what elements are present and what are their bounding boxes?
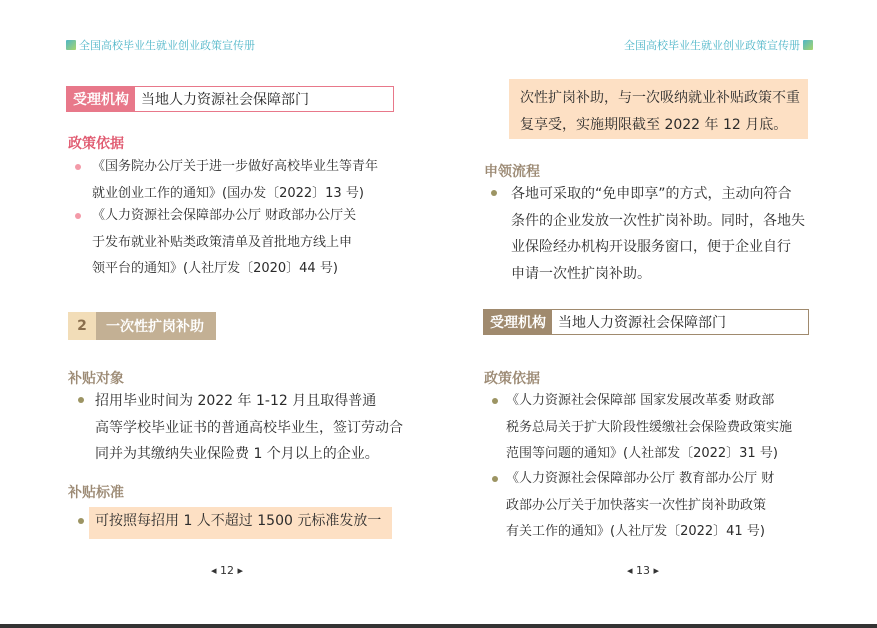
bullet-icon: [78, 518, 84, 524]
bullet-icon: [492, 398, 498, 404]
process-text: 各地可采取的“免申即享”的方式，主动向符合 条件的企业发放一次性扩岗补助。同时，各地失 业保险经办机构开设服务窗口，便于企业自行 申请一次性扩岗补助。: [511, 186, 805, 282]
bullet-icon: [75, 213, 81, 219]
right-header-title: 全国高校毕业生就业创业政策宣传册: [624, 39, 800, 52]
bullet-icon: [75, 164, 81, 170]
section-title: 一次性扩岗补助: [96, 312, 216, 340]
header-logo-icon: [66, 40, 76, 50]
standard-heading: 补贴标准: [68, 485, 124, 501]
right-policy-1: 《人力资源社会保障部 国家发展改革委 财政部 税务总局关于扩大阶段性缓缴社会保险费政策实施 范围等问题的通知》(人社部发〔2022〕31 号): [506, 393, 793, 461]
right-header: [624, 37, 813, 53]
bullet-icon: [491, 190, 497, 196]
left-policy-2: 《人力资源社会保障部办公厅 财政部办公厅关 于发布就业补贴类政策清单及首批地方线上申 领平台的通知》(人社厅发〔2020〕44 号): [92, 208, 357, 276]
right-policy-heading: 政策依据: [484, 371, 540, 387]
left-policy-1: 《国务院办公厅关于进一步做好高校毕业生等青年 就业创业工作的通知》(国办发〔2022〕13 号): [92, 159, 379, 201]
section-2-banner: [68, 312, 216, 340]
left-header: [66, 37, 255, 53]
bullet-icon: [492, 476, 498, 482]
agency-value: 当地人力资源社会保障部门: [135, 87, 393, 111]
header-logo-icon: [803, 40, 813, 50]
continued-text: 次性扩岗补助，与一次吸纳就业补贴政策不重 复享受，实施期限截至 2022 年 12 月底。: [520, 90, 800, 133]
agency-label: 受理机构: [67, 87, 135, 111]
right-agency-box: [483, 309, 809, 335]
target-heading: 补贴对象: [68, 371, 124, 387]
target-text: 招用毕业时间为 2022 年 1-12 月且取得普通 高等学校毕业证书的普通高校毕业生，签订劳动合 同并为其缴纳失业保险费 1 个月以上的企业。: [95, 393, 403, 462]
standard-text: 可按照每招用 1 人不超过 1500 元标准发放一: [95, 513, 382, 529]
agency-label: 受理机构: [484, 310, 552, 334]
right-page-number: ◂ 13 ▸: [627, 564, 660, 577]
process-heading: 申领流程: [484, 164, 540, 180]
left-header-title: 全国高校毕业生就业创业政策宣传册: [79, 39, 255, 52]
left-policy-heading: 政策依据: [68, 136, 124, 152]
bullet-icon: [78, 397, 84, 403]
left-agency-box: [66, 86, 394, 112]
section-number: 2: [68, 312, 96, 340]
bottom-edge: [0, 624, 877, 628]
agency-value: 当地人力资源社会保障部门: [552, 310, 808, 334]
right-policy-2: 《人力资源社会保障部办公厅 教育部办公厅 财 政部办公厅关于加快落实一次性扩岗补助政策 有关工作的通知》(人社厅发〔2022〕41 号): [506, 471, 775, 539]
left-page-number: ◂ 12 ▸: [211, 564, 244, 577]
